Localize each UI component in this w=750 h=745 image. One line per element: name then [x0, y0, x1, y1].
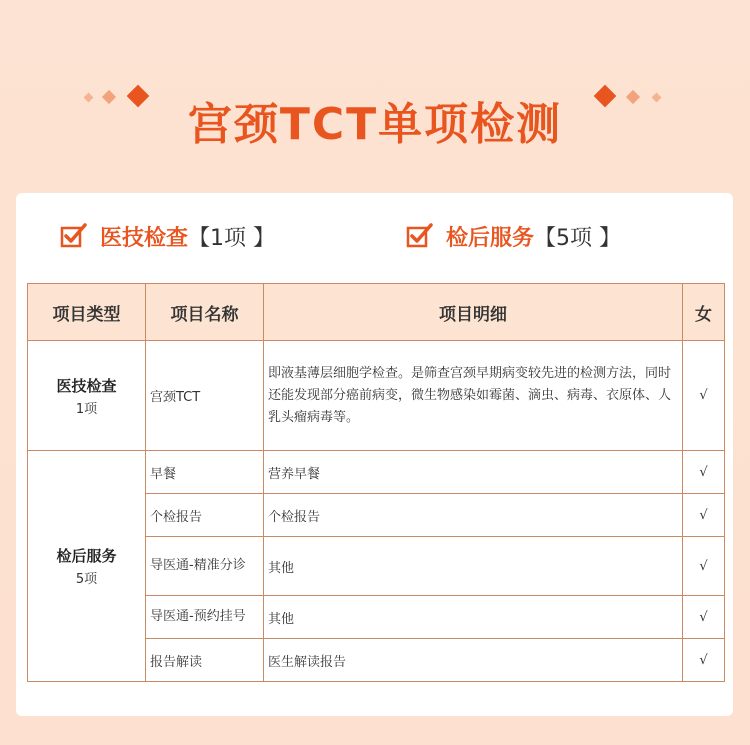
item-name: 导医通-预约挂号 — [146, 596, 264, 639]
category-name: 医技检查 — [56, 376, 117, 395]
table-row — [28, 341, 725, 451]
header-detail: 项目明细 — [264, 284, 683, 341]
item-detail: 即液基薄层细胞学检查。是筛查宫颈早期病变较先进的检测方法，同时还能发现部分癌前病变，微生物感染如霉菌、滴虫、病毒、衣原体、人乳头瘤病毒等。 — [264, 341, 683, 451]
item-name: 宫颈TCT — [146, 341, 264, 451]
item-name: 个检报告 — [146, 494, 264, 537]
item-female-mark: √ — [683, 451, 725, 494]
summary-name: 检后服务 — [446, 225, 535, 251]
item-name: 早餐 — [146, 451, 264, 494]
category-count: 5项 — [75, 572, 98, 587]
item-detail: 其他 — [264, 537, 683, 596]
items-table — [27, 283, 725, 682]
category-cell — [28, 451, 146, 682]
page-title: 宫颈TCT单项检测 — [187, 99, 563, 150]
item-detail: 医生解读报告 — [264, 639, 683, 682]
item-detail: 营养早餐 — [264, 451, 683, 494]
checkbox-checked-icon — [60, 222, 88, 250]
summary-item-post-service — [406, 220, 621, 252]
header-type: 项目类型 — [28, 284, 146, 341]
item-female-mark: √ — [683, 537, 725, 596]
item-female-mark: √ — [683, 639, 725, 682]
checkbox-checked-icon — [406, 222, 434, 250]
summary-name: 医技检查 — [100, 225, 189, 251]
summary-count: 【5项 】 — [534, 225, 622, 251]
header-female: 女 — [683, 284, 725, 341]
item-name: 导医通-精准分诊 — [146, 537, 264, 596]
category-count: 1项 — [75, 401, 98, 417]
item-female-mark: √ — [683, 596, 725, 639]
item-detail: 个检报告 — [264, 494, 683, 537]
item-name: 报告解读 — [146, 639, 264, 682]
item-female-mark: √ — [683, 341, 725, 451]
table-header-row — [28, 284, 725, 341]
summary-item-medical-exam — [60, 220, 275, 252]
header-name: 项目名称 — [146, 284, 264, 341]
item-female-mark: √ — [683, 494, 725, 537]
summary-count: 【1项 】 — [188, 225, 276, 251]
title-banner — [0, 78, 750, 148]
table-row — [28, 451, 725, 494]
category-name: 检后服务 — [56, 547, 117, 565]
category-cell — [28, 341, 146, 451]
item-detail: 其他 — [264, 596, 683, 639]
